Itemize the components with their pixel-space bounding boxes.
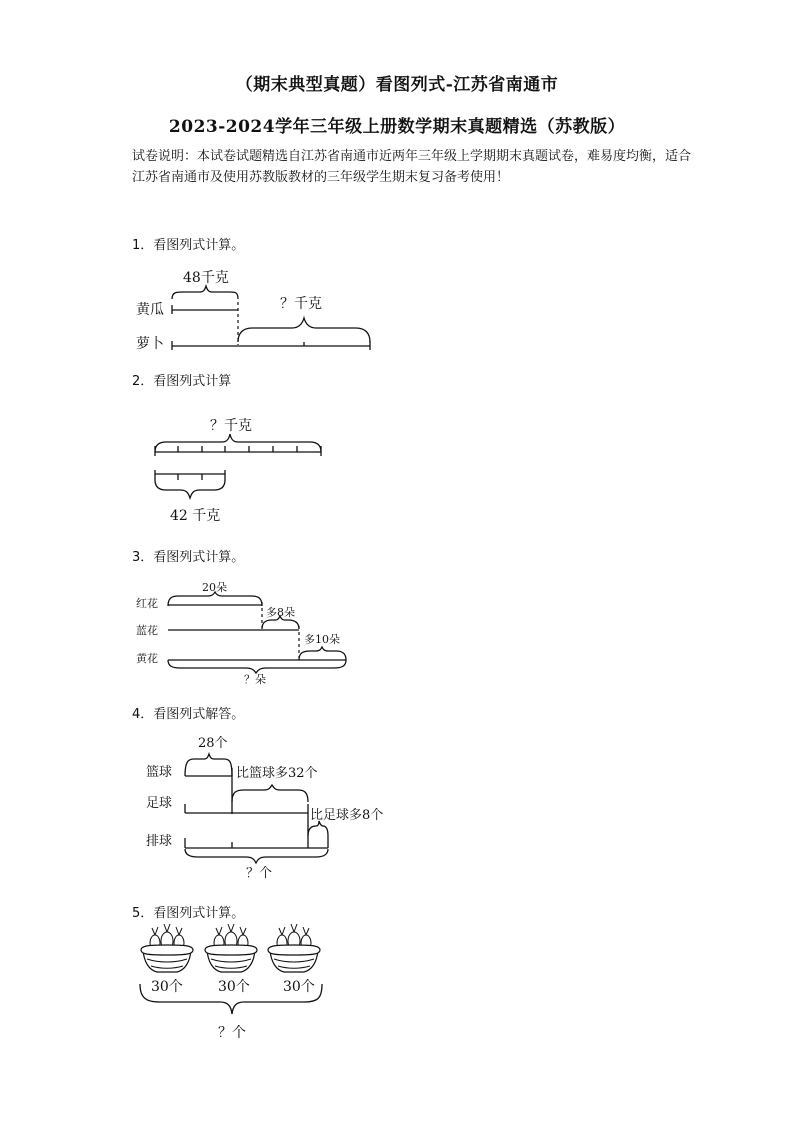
- radish-label: 萝卜: [136, 336, 164, 352]
- blue-label: 蓝花: [136, 624, 158, 637]
- question-3-prompt: 3．看图列式计算。: [132, 550, 245, 565]
- blue-more-label: 多8朵: [266, 606, 295, 619]
- question-5-prompt: 5．看图列式计算。: [132, 906, 245, 921]
- yellow-brace-top: [299, 647, 346, 660]
- red-label: 红花: [136, 597, 158, 610]
- basketball-count-label: 28个: [198, 736, 228, 751]
- basket-3-count: 30个: [283, 979, 315, 995]
- part-weight-label: 42 千克: [170, 508, 221, 524]
- fruit-basket-icon: [141, 924, 193, 972]
- basketball-brace: [185, 754, 232, 776]
- yellow-more-label: 多10朵: [304, 633, 340, 646]
- question-4-diagram: [132, 732, 402, 882]
- volleyball-brace-top: [308, 821, 328, 836]
- football-brace: [232, 785, 308, 802]
- question-4-prompt: 4．看图列式解答。: [132, 707, 245, 722]
- volleyball-more-label: 比足球多8个: [310, 808, 384, 823]
- football-label: 足球: [146, 796, 173, 811]
- total-brace: [185, 849, 328, 863]
- fruit-basket-icon: [268, 924, 320, 972]
- red-brace: [168, 592, 262, 606]
- football-more-label: 比篮球多32个: [236, 766, 318, 781]
- question-2-prompt: 2．看图列式计算: [132, 374, 232, 389]
- page-title: （期末典型真题）看图列式-江苏省南通市: [235, 75, 559, 95]
- cucumber-brace: [172, 286, 238, 299]
- radish-brace: [238, 318, 370, 342]
- total-count-label: ？个: [218, 1025, 246, 1041]
- cucumber-label: 黄瓜: [136, 302, 164, 318]
- yellow-label: 黄花: [136, 652, 158, 665]
- part-brace: [155, 480, 225, 498]
- basket-2-count: 30个: [218, 979, 250, 995]
- total-balls-label: ？个: [246, 866, 273, 881]
- basketball-label: 篮球: [146, 765, 173, 780]
- part-bar-ticks: [155, 470, 225, 480]
- total-brace: [168, 660, 346, 673]
- total-bar-ticks: [155, 446, 321, 456]
- question-3-diagram: [132, 576, 362, 686]
- total-flowers-label: ？朵: [244, 673, 266, 686]
- question-2-diagram: [132, 410, 342, 530]
- page-subtitle: 2023-2024学年三年级上册数学期末真题精选（苏教版）: [168, 117, 626, 137]
- question-5-diagram: [132, 928, 332, 1043]
- red-count-label: 20朵: [202, 581, 227, 594]
- test-description: 试卷说明：本试卷试题精选自江苏省南通市近两年三年级上学期期末真题试卷，难易度均衡，适合江苏省南通市及使用苏教版教材的三年级学生期末复习备考使用！: [132, 149, 692, 185]
- total-weight-label: ？千克: [210, 418, 252, 434]
- total-brace: [155, 434, 321, 452]
- question-1-prompt: 1．看图列式计算。: [132, 238, 245, 253]
- radish-weight-label: ？千克: [280, 296, 322, 312]
- volleyball-label: 排球: [146, 834, 173, 849]
- question-1-diagram: [132, 262, 392, 357]
- basket-1-count: 30个: [151, 979, 183, 995]
- cucumber-weight-label: 48千克: [183, 270, 229, 286]
- fruit-basket-icon: [205, 924, 257, 972]
